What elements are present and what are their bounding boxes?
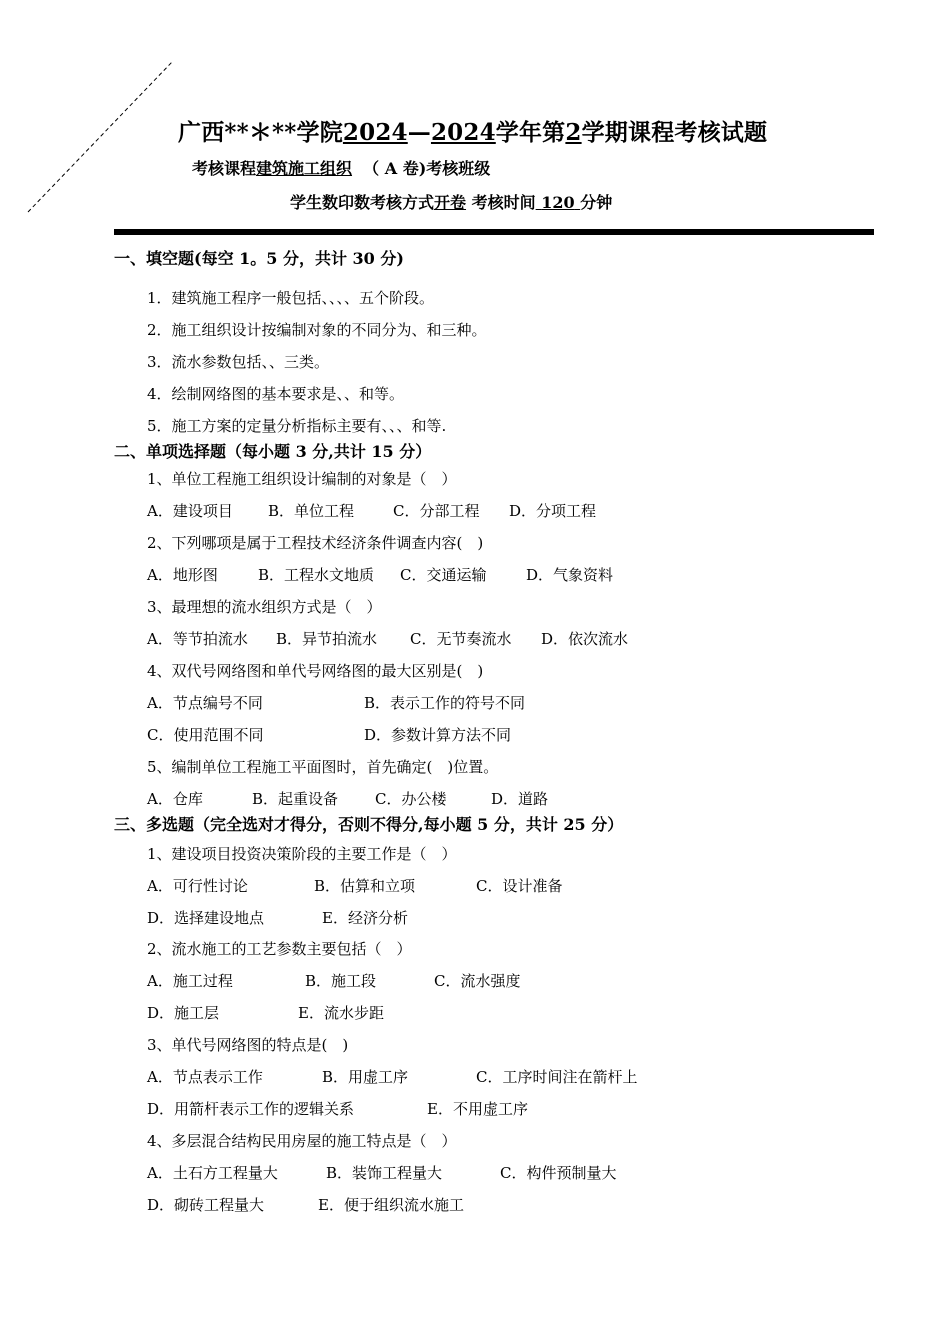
- option: D．施工层: [147, 1004, 220, 1022]
- title-year-end: 2024: [430, 119, 496, 146]
- paper-class: （ A 卷)考核班级: [363, 159, 491, 178]
- option: A．可行性讨论: [147, 877, 248, 895]
- option: D．砌砖工程量大: [147, 1196, 265, 1214]
- section3-heading: 三、多选题（完全选对才得分，否则不得分,每小题 5 分，共计 25 分）: [114, 815, 624, 834]
- option: B．装饰工程量大: [326, 1164, 443, 1182]
- option: D．依次流水: [541, 630, 629, 648]
- question: 1、单位工程施工组织设计编制的对象是（ ）: [147, 470, 457, 488]
- option: A．土石方工程量大: [147, 1164, 278, 1182]
- option: A．施工过程: [147, 972, 233, 990]
- option: A．节点表示工作: [147, 1068, 263, 1086]
- option: B．起重设备: [252, 790, 339, 808]
- option: D．参数计算方法不同: [364, 726, 512, 744]
- title-suffix: 学期课程考核试题: [581, 119, 768, 146]
- option: B．估算和立项: [314, 877, 416, 895]
- option: D．道路: [491, 790, 549, 808]
- option: E．便于组织流水施工: [318, 1196, 464, 1214]
- option: A．等节拍流水: [147, 630, 248, 648]
- option: C．流水强度: [434, 972, 521, 990]
- students-label: 学生数印数考核方式: [290, 193, 435, 212]
- option: D．用箭杆表示工作的逻辑关系: [147, 1100, 355, 1118]
- exam-title: [178, 114, 767, 147]
- title-school: 广西**＊**学院: [178, 119, 343, 146]
- fill-blank-item: 1．建筑施工程序一般包括、、、、五个阶段。: [147, 289, 435, 307]
- option: E．流水步距: [298, 1004, 384, 1022]
- binding-dashed-line: [0, 0, 200, 230]
- title-year-start: 2024: [342, 119, 408, 146]
- time-label: 考核时间: [471, 193, 536, 212]
- fill-blank-item: 5．施工方案的定量分析指标主要有、、、和等.: [147, 417, 447, 435]
- question: 2、下列哪项是属于工程技术经济条件调查内容( ): [147, 534, 484, 552]
- option: C．分部工程: [393, 502, 480, 520]
- option: C．设计准备: [476, 877, 563, 895]
- option: C．构件预制量大: [500, 1164, 617, 1182]
- section2-heading: 二、单项选择题（每小题 3 分,共计 15 分）: [114, 442, 432, 461]
- course-info-line: [192, 156, 490, 179]
- exam-method-line: [290, 190, 612, 213]
- option: D．气象资料: [526, 566, 614, 584]
- option: C．无节奏流水: [410, 630, 512, 648]
- header-divider: [114, 229, 874, 235]
- question: 2、流水施工的工艺参数主要包括（ ）: [147, 940, 412, 958]
- question: 4、多层混合结构民用房屋的施工特点是（ ）: [147, 1132, 457, 1150]
- option: C．工序时间注在箭杆上: [476, 1068, 638, 1086]
- option: C．办公楼: [375, 790, 447, 808]
- section1-heading: 一、填空题(每空 1。5 分，共计 30 分): [114, 249, 404, 268]
- course-label: 考核课程: [192, 159, 257, 178]
- exam-method: 开卷: [434, 193, 467, 212]
- fill-blank-item: 4．绘制网络图的基本要求是、、和等。: [147, 385, 405, 403]
- fill-blank-item: 2．施工组织设计按编制对象的不同分为、和三种。: [147, 321, 487, 339]
- course-name: 建筑施工组织: [256, 159, 353, 178]
- question: 1、建设项目投资决策阶段的主要工作是（ ）: [147, 845, 457, 863]
- option: B．单位工程: [268, 502, 355, 520]
- option: E．经济分析: [322, 909, 408, 927]
- fill-blank-item: 3．流水参数包括、、三类。: [147, 353, 330, 371]
- title-dash: —: [407, 119, 431, 146]
- title-term: 2: [565, 119, 582, 146]
- option: A．地形图: [147, 566, 218, 584]
- option: A．建设项目: [147, 502, 233, 520]
- option: C．使用范围不同: [147, 726, 264, 744]
- option: A．节点编号不同: [147, 694, 263, 712]
- option: B．表示工作的符号不同: [364, 694, 526, 712]
- option: D．选择建设地点: [147, 909, 265, 927]
- option: A．仓库: [147, 790, 203, 808]
- time-value: 120: [541, 193, 575, 212]
- option: B．施工段: [305, 972, 377, 990]
- question: 5、编制单位工程施工平面图时，首先确定( )位置。: [147, 758, 499, 776]
- option: B．工程水文地质: [258, 566, 375, 584]
- title-mid: 学年第: [495, 119, 566, 146]
- option: D．分项工程: [509, 502, 597, 520]
- time-unit: 分钟: [580, 193, 613, 212]
- question: 4、双代号网络图和单代号网络图的最大区别是( ): [147, 662, 484, 680]
- option: B．异节拍流水: [276, 630, 378, 648]
- option: C．交通运输: [400, 566, 487, 584]
- option: B．用虚工序: [322, 1068, 409, 1086]
- question: 3、单代号网络图的特点是( ): [147, 1036, 349, 1054]
- option: E．不用虚工序: [427, 1100, 528, 1118]
- question: 3、最理想的流水组织方式是（ ）: [147, 598, 382, 616]
